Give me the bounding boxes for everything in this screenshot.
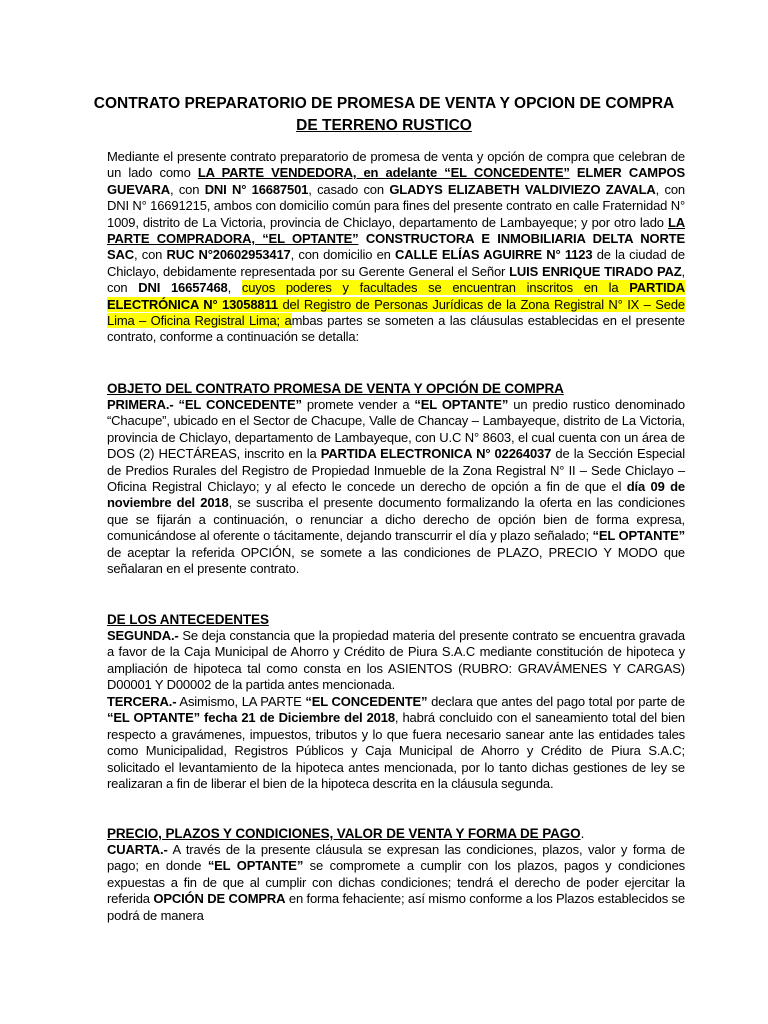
section-heading-precio	[107, 826, 685, 842]
clause-segunda	[107, 628, 685, 694]
highlighted-partida: PARTIDA ELECTRÓNICA N° 13058811	[107, 280, 685, 312]
clause-label: SEGUNDA.-	[107, 628, 179, 643]
highlighted-text: del Registro de Personas Jurídicas de la Zona Registral N° IX – Sede Lima – Oficina Registral Lima; a	[107, 296, 686, 329]
title-line-2-text: DE TERRENO RUSTICO	[296, 117, 472, 134]
intro-text: , con DNI N° 16691215, ambos con domicilio común para fines del presente contrato en calle Fraternidad N° 1009, distrito de La Victoria, provincia de Chiclayo, departamento de Lambayeque; y por otro lado	[107, 181, 685, 230]
seller-name: ELMER CAMPOS GUEVARA	[107, 165, 685, 197]
party-name: “EL OPTANTE”	[414, 397, 509, 412]
seller-label: LA PARTE VENDEDORA, en adelante “EL CONCEDENTE”	[197, 165, 570, 181]
intro-paragraph	[107, 149, 685, 346]
clause-text: se compromete a cumplir con los plazos, pagos y condiciones expuestas a fin de que al cumplir con dichas condiciones; tendrá el derecho de poder ejercitar la referida	[107, 858, 685, 907]
section-heading-objeto: OBJETO DEL CONTRATO PROMESA DE VENTA Y OPCIÓN DE COMPRA	[107, 381, 564, 396]
intro-text: de la ciudad de Chiclayo, debidamente representada por su Gerente General el Señor	[107, 247, 685, 279]
intro-text: , casado con	[308, 181, 390, 197]
clause-text: Asimismo, LA PARTE	[176, 694, 306, 709]
representative-dni: DNI 16657468	[138, 280, 228, 296]
highlighted-text: cuyos poderes y facultades se encuentran inscritos en la	[241, 280, 630, 296]
section-heading-antecedentes: DE LOS ANTECEDENTES	[107, 612, 269, 627]
clause-primera	[107, 397, 685, 577]
clause-label: PRIMERA.- “EL CONCEDENTE”	[107, 397, 302, 412]
title-line-1: CONTRATO PREPARATORIO DE PROMESA DE VENTA Y OPCION DE COMPRA	[93, 95, 675, 112]
clause-text: Se deja constancia que la propiedad materia del presente contrato se encuentra gravada a favor de la Caja Municipal de Ahorro y Crédito de Piura S.A.C mediante constitución de hipoteca y ampliación de hipoteca tal como consta en los ASIENTOS (RUBRO: GRAVÁMENES Y CARGAS) D00001 Y D00002 de la partida antes mencionada.	[107, 628, 685, 693]
option-date: día 09 de noviembre del 2018	[107, 479, 685, 511]
clause-text: declara que antes del pago total por parte de	[427, 694, 685, 709]
intro-text: mbas partes se someten a las cláusulas establecidas en el presente contrato, conforme a continuación se detalla:	[107, 313, 685, 345]
clause-tercera	[107, 694, 685, 792]
intro-text: ,	[227, 280, 242, 296]
party-name: “EL OPTANTE”	[207, 858, 304, 874]
intro-text: , con	[134, 247, 167, 263]
clause-label: CUARTA.-	[107, 842, 168, 857]
clause-text: promete vender a	[301, 397, 415, 412]
party-name: “EL CONCEDENTE”	[305, 694, 428, 709]
buyer-address: CALLE ELÍAS AGUIRRE N° 1123	[395, 247, 593, 263]
intro-text: , con	[107, 263, 685, 296]
clause-text: de aceptar la referida OPCIÓN, se somete a las condiciones de PLAZO, PRECIO Y MODO que señalaran en el presente contrato.	[107, 544, 685, 577]
clause-text: de la Sección Especial de Predios Rurales del Registro de Propiedad Inmueble de la Zona Registral N° II – Sede Chiclayo – Oficina Registral Chiclayo; y al efecto le concede un derecho de opción a fin de que el	[107, 446, 685, 495]
clause-label: TERCERA.-	[107, 694, 177, 709]
heading-period: .	[580, 826, 585, 841]
buyer-company: CONSTRUCTORA E INMOBILIARIA DELTA NORTE SAC	[107, 231, 685, 263]
title-line-2	[60, 115, 708, 137]
section-heading-precio-text: PRECIO, PLAZOS Y CONDICIONES, VALOR DE VENTA Y FORMA DE PAGO	[107, 826, 581, 841]
clause-text: en forma fehaciente; así mismo conforme a los Plazos establecidos se podrá de manera	[107, 891, 685, 923]
intro-text: , con	[170, 181, 205, 197]
seller-dni: DNI N° 16687501	[204, 181, 309, 197]
partida-number: PARTIDA ELECTRONICA N° 02264037	[320, 446, 552, 462]
clause-text: , habrá concluido con el saneamiento total del bien respecto a gravámenes, impuestos, tributos y lo que fuera necesario sanear ante las entidades tales como Municipalidad, Registros Públicos y Caja Municipal de Ahorro y Crédito de Piura S.A.C; solicitado el levantamiento de la hipoteca antes mencionada, por lo tanto dichas gestiones de ley se realizaran a fin de liberar el bien de la hipoteca descrita en la cláusula segunda.	[107, 710, 685, 792]
buyer-label: LA PARTE COMPRADORA, “EL OPTANTE”	[107, 214, 685, 247]
intro-text: , con domicilio en	[290, 247, 395, 263]
clause-text: , se suscriba el presente documento formalizando la oferta en las condiciones que se fijarán a continuación, o renunciar a dicho derecho de opción bien de forma expresa, comunicándose al oferente o tácitamente, dejando transcurrir el día y plazo señalado;	[107, 495, 685, 544]
party-name: “EL OPTANTE”	[592, 528, 685, 544]
document-title	[60, 93, 708, 137]
spouse-name: GLADYS ELIZABETH VALDIVIEZO ZAVALA	[389, 181, 656, 197]
payment-date: “EL OPTANTE” fecha 21 de Diciembre del 2018	[107, 710, 395, 726]
clause-cuarta	[107, 842, 685, 924]
clause-text: un predio rustico denominado “Chacupe”, ubicado en el Sector de Chacupe, Valle de Chancay – Lambayeque, distrito de La Victoria, provincia de Chiclayo, departamento de Lambayeque, con U.C N° 8603, el cual cuenta con un área de DOS (2) HECTÁREAS, inscrito en la	[107, 397, 685, 462]
buyer-ruc: RUC N°20602953417	[166, 247, 291, 263]
option-label: OPCIÓN DE COMPRA	[153, 891, 286, 907]
clause-text: A través de la presente cláusula se expresan las condiciones, plazos, valor y forma de pago; en donde	[107, 842, 685, 874]
representative-name: LUIS ENRIQUE TIRADO PAZ	[509, 263, 682, 279]
intro-text: Mediante el presente contrato preparatorio de promesa de venta y opción de compra que celebran de un lado como	[107, 149, 685, 181]
